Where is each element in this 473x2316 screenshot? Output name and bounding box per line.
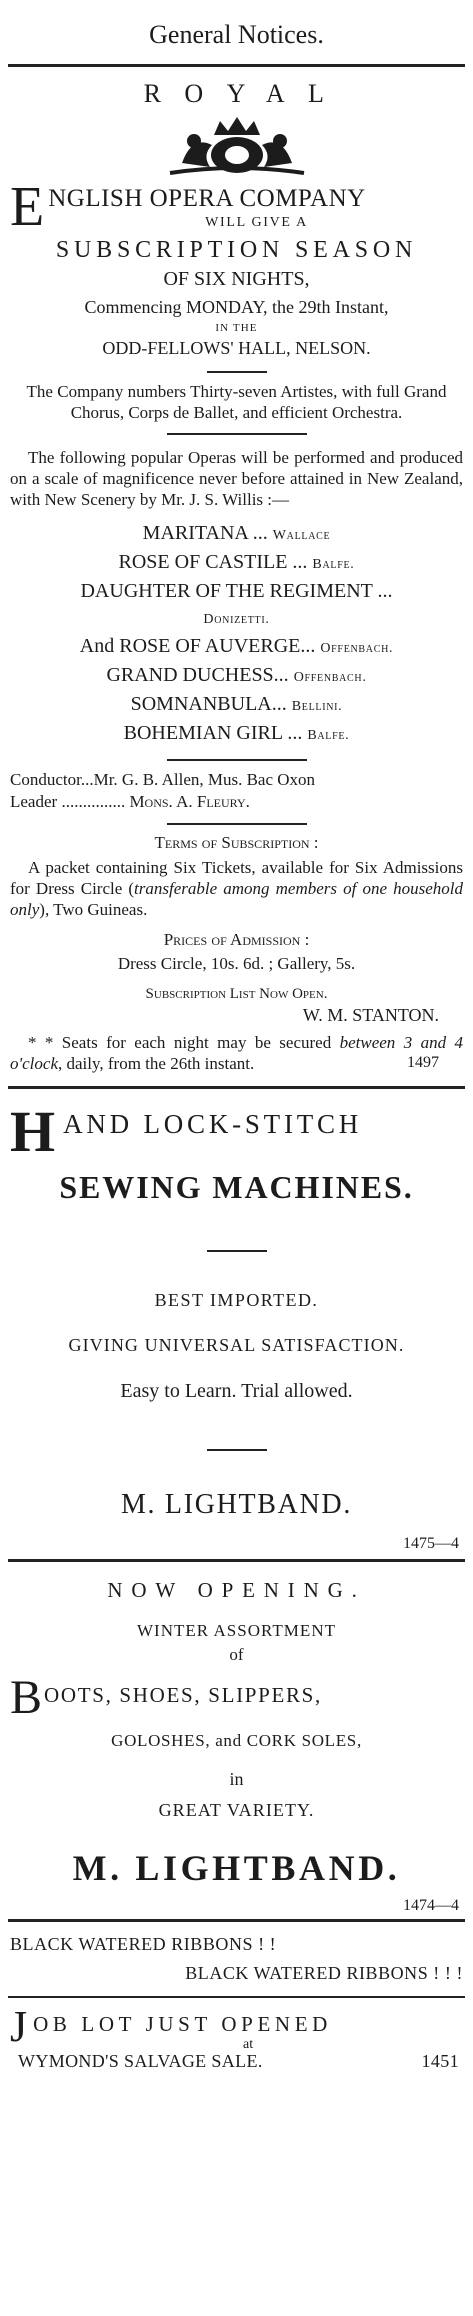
boots-line-1: OOTS, SHOES, SLIPPERS, bbox=[44, 1683, 322, 1707]
best-imported: BEST IMPORTED. bbox=[154, 1290, 319, 1310]
opera-item: SOMNANBULA... Bellini. bbox=[130, 693, 343, 715]
opera-item: MARITANA ... Wallace bbox=[142, 522, 331, 544]
reference-number: 1474—4 bbox=[403, 1897, 459, 1914]
now-opening: NOW OPENING. bbox=[107, 1578, 366, 1602]
page-title: General Notices. bbox=[149, 20, 324, 49]
terms-heading: Terms of Subscription : bbox=[154, 833, 319, 852]
boots-heading bbox=[10, 1677, 463, 1719]
drop-cap: J bbox=[10, 2008, 28, 2051]
opera-list bbox=[10, 520, 463, 749]
job-line-1: OB LOT JUST OPENED bbox=[33, 2012, 332, 2036]
ribbons-line-1: BLACK WATERED RIBBONS ! ! bbox=[10, 1934, 277, 1954]
prices: Dress Circle, 10s. 6d. ; Gallery, 5s. bbox=[117, 954, 356, 973]
ribbons-advertisement bbox=[8, 1922, 465, 1984]
commencing-date: Commencing MONDAY, the 29th Instant, bbox=[84, 297, 389, 317]
reference-number: 1475—4 bbox=[403, 1535, 459, 1552]
sewing-heading bbox=[10, 1107, 463, 1157]
sewing-line-1: AND LOCK-STITCH bbox=[63, 1109, 363, 1139]
company-description: The Company numbers Thirty-seven Artistes, with full Grand Chorus, Corps de Ballet, and efficient Orchestra. bbox=[26, 382, 447, 422]
divider bbox=[207, 371, 267, 373]
terms-text: A packet containing Six Tickets, available for Six Admissions for Dress Circle (transferable among members of one household only), Two Guineas. bbox=[10, 858, 463, 919]
easy-to-learn: Easy to Learn. Trial allowed. bbox=[120, 1380, 353, 1402]
reference-number: 1451 bbox=[421, 2051, 459, 2071]
subscription-list: Subscription List Now Open. bbox=[145, 986, 328, 1002]
ribbons-line-2: BLACK WATERED RIBBONS ! ! ! bbox=[185, 1963, 463, 1983]
opera-item: GRAND DUCHESS... Offenbach. bbox=[106, 664, 367, 686]
seats-note: * * Seats for each night may be secured between 3 and 4 o'clock, daily, from the 26th instant. bbox=[10, 1033, 463, 1073]
job-lot-advertisement bbox=[8, 1998, 465, 2072]
sewing-line-2: SEWING MACHINES. bbox=[59, 1169, 414, 1205]
venue: ODD-FELLOWS' HALL, NELSON. bbox=[102, 338, 371, 358]
six-nights: OF SIX NIGHTS, bbox=[163, 268, 310, 290]
divider bbox=[167, 433, 307, 435]
job-line-2-row bbox=[10, 2051, 463, 2072]
opera-item: BOHEMIAN GIRL ... Balfe. bbox=[123, 722, 350, 744]
divider bbox=[207, 1449, 267, 1451]
reference-number: 1497 bbox=[407, 1054, 439, 1071]
season-heading: SUBSCRIPTION SEASON bbox=[55, 237, 418, 263]
leader-line: Leader ............... Mons. A. Fleury. bbox=[10, 792, 250, 811]
opera-item: ROSE OF CASTILE ... Balfe. bbox=[118, 551, 355, 573]
merchant-name: M. LIGHTBAND. bbox=[120, 1489, 353, 1520]
operas-intro: The following popular Operas will be performed and produced on a scale of magnificence never before attained in New Zealand, with New Scenery by Mr. J. S. Willis :— bbox=[10, 448, 463, 509]
merchant-name: M. LIGHTBAND. bbox=[72, 1848, 401, 1888]
divider bbox=[167, 823, 307, 825]
boots-line-2: GOLOSHES, and CORK SOLES, bbox=[111, 1731, 362, 1750]
winter-assortment: WINTER ASSORTMENT bbox=[136, 1621, 337, 1640]
drop-cap: E bbox=[10, 181, 45, 233]
drop-cap: H bbox=[10, 1107, 56, 1157]
conductor-line: Conductor...Mr. G. B. Allen, Mus. Bac Oxon bbox=[10, 770, 316, 789]
job-heading bbox=[10, 2008, 463, 2053]
of-text: of bbox=[229, 1645, 244, 1664]
signatory: W. M. STANTON. bbox=[302, 1005, 439, 1025]
royal-crest-icon bbox=[162, 115, 312, 177]
drop-cap: B bbox=[10, 1677, 43, 1719]
will-give: WILL GIVE A bbox=[205, 215, 308, 230]
boots-advertisement bbox=[8, 1562, 465, 1915]
in-text: in bbox=[229, 1769, 244, 1789]
great-variety: GREAT VARIETY. bbox=[158, 1800, 315, 1820]
at-text: at bbox=[243, 2037, 254, 2052]
job-line-2: WYMOND'S SALVAGE SALE. bbox=[18, 2051, 263, 2071]
company-name: NGLISH OPERA COMPANY bbox=[48, 185, 366, 212]
divider bbox=[207, 1250, 267, 1252]
opera-advertisement bbox=[8, 67, 465, 1072]
sewing-advertisement bbox=[8, 1089, 465, 1553]
opera-item: And ROSE OF AUVERGE... Offenbach. bbox=[79, 635, 394, 657]
in-the: IN THE bbox=[215, 322, 258, 334]
royal-heading: ROYAL bbox=[143, 79, 348, 108]
divider bbox=[167, 759, 307, 761]
opera-item: DAUGHTER OF THE REGIMENT ... Donizetti. bbox=[80, 580, 393, 627]
prices-heading: Prices of Admission : bbox=[163, 930, 310, 949]
universal-satisfaction: GIVING UNIVERSAL SATISFACTION. bbox=[68, 1335, 405, 1355]
